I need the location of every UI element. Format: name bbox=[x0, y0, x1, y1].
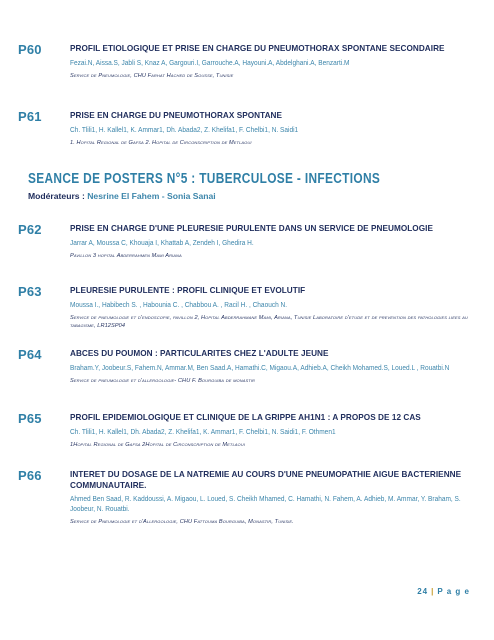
poster-title: PROFIL EPIDEMIOLOGIQUE ET CLINIQUE DE LA GRIPPE AH1N1 : A PROPOS DE 12 CAS bbox=[70, 413, 421, 422]
session-moderators bbox=[28, 191, 216, 201]
poster-authors: Braham.Y, Joobeur.S, Fahem.N, Ammar.M, Ben Saad.A, Hamathi.C, Migaou.A, Adhieb.A, Cheikh Mohamed.S, Loued.L , Rouatbi.N bbox=[70, 362, 450, 372]
poster-entry-p65 bbox=[18, 411, 470, 449]
poster-title: ABCES DU POUMON : PARTICULARITES CHEZ L'ADULTE JEUNE bbox=[70, 349, 329, 358]
session-title: SEANCE DE POSTERS N°5 : TUBERCULOSE - INFECTIONS bbox=[28, 171, 381, 187]
poster-affiliation: Pavillon 3 hopital Abderrahmen Mami Ariana bbox=[70, 252, 182, 259]
poster-code: P66 bbox=[18, 468, 42, 483]
poster-title: PLEURESIE PURULENTE : PROFIL CLINIQUE ET EVOLUTIF bbox=[70, 286, 306, 295]
page-footer bbox=[417, 587, 470, 596]
poster-code: P62 bbox=[18, 222, 42, 237]
poster-title: INTERET DU DOSAGE DE LA NATREMIE AU COURS D'UNE PNEUMOPATHIE AIGUE BACTERIENNE COMMUNAUTAIRE. bbox=[70, 470, 462, 490]
poster-title: PROFIL ETIOLOGIQUE ET PRISE EN CHARGE DU PNEUMOTHORAX SPONTANE SECONDAIRE bbox=[70, 44, 445, 53]
poster-code: P60 bbox=[18, 42, 42, 57]
poster-entry-p64 bbox=[18, 347, 470, 385]
poster-title: PRISE EN CHARGE DU PNEUMOTHORAX SPONTANE bbox=[70, 111, 283, 120]
poster-affiliation: Service de pneumologie et d'endoscopie, pavillon 2, Hopital Abderrahmane Mami, Ariana, Tunisie Laboratoire d'etude et de prevention des pathologies liees au tabagisme, LR12SP04 bbox=[70, 314, 468, 329]
poster-affiliation: 1. Hopital Regional de Gafsa 2. Hopital de Circonscription de Metlaoui bbox=[70, 139, 252, 146]
page-number: 24 bbox=[417, 587, 429, 596]
poster-entry-p66 bbox=[18, 468, 470, 527]
poster-code: P65 bbox=[18, 411, 42, 426]
poster-entry-p60 bbox=[18, 42, 470, 80]
poster-affiliation: Service de Pneumologie et d'Allergologie, CHU Fattouma Bourguiba, Monastir, Tunisie. bbox=[70, 519, 294, 525]
poster-affiliation: Service de pneumologie et d'allergologie- CHU F. Bourguiba de monastir bbox=[70, 377, 256, 384]
moderators-names: Nesrine El Fahem - Sonia Sanai bbox=[87, 191, 216, 201]
poster-entry-p63 bbox=[18, 284, 470, 331]
poster-authors: Ahmed Ben Saad, R. Kaddoussi, A. Migaou, L. Loued, S. Cheikh Mhamed, C. Hamathi, N. Fahem, A. Adhieb, M. Ammar, Y. Braham, S. Joobeur, N. Rouatbi. bbox=[70, 494, 461, 513]
poster-authors: Jarrar A, Moussa C, Khouaja I, Khattab A, Zendeh I, Ghedira H. bbox=[70, 237, 254, 247]
poster-entry-p62 bbox=[18, 222, 470, 260]
moderators-label: Modérateurs : bbox=[28, 191, 85, 201]
poster-entry-p61 bbox=[18, 109, 470, 147]
poster-authors: Moussa I., Habibech S. , Habounia C. , Chabbou A. , Racil H. , Chaouch N. bbox=[70, 299, 288, 309]
poster-code: P63 bbox=[18, 284, 42, 299]
poster-code: P61 bbox=[18, 109, 42, 124]
poster-authors: Ch. Tlili1, H. Kallel1, K. Ammar1, Dh. Abada2, Z. Khelifa1, F. Chelbi1, N. Saidi1 bbox=[70, 124, 299, 134]
poster-affiliation: Service de Pneumologie, CHU Farhat Hached de Sousse, Tunisie bbox=[70, 72, 234, 79]
poster-authors: Ch. Tlili1, H. Kallel1, Dh. Abada2, Z. Khelifa1, K. Ammar1, F. Chelbi1, N. Saidi1, F. Othmen1 bbox=[70, 426, 336, 436]
footer-separator: | bbox=[431, 587, 435, 596]
poster-authors: Fezai.N, Aissa.S, Jabli S, Knaz A, Gargouri.I, Garrouche.A, Hayouni.A, Abdelghani.A, Benzarti.M bbox=[70, 57, 350, 67]
poster-code: P64 bbox=[18, 347, 42, 362]
poster-affiliation: 1Hopital Regional de Gafsa 2Hopital de Circonscription de Metlaoui bbox=[70, 441, 245, 448]
poster-title: PRISE EN CHARGE D'UNE PLEURESIE PURULENTE DANS UN SERVICE DE PNEUMOLOGIE bbox=[70, 224, 433, 233]
page-label: P a g e bbox=[437, 587, 470, 596]
